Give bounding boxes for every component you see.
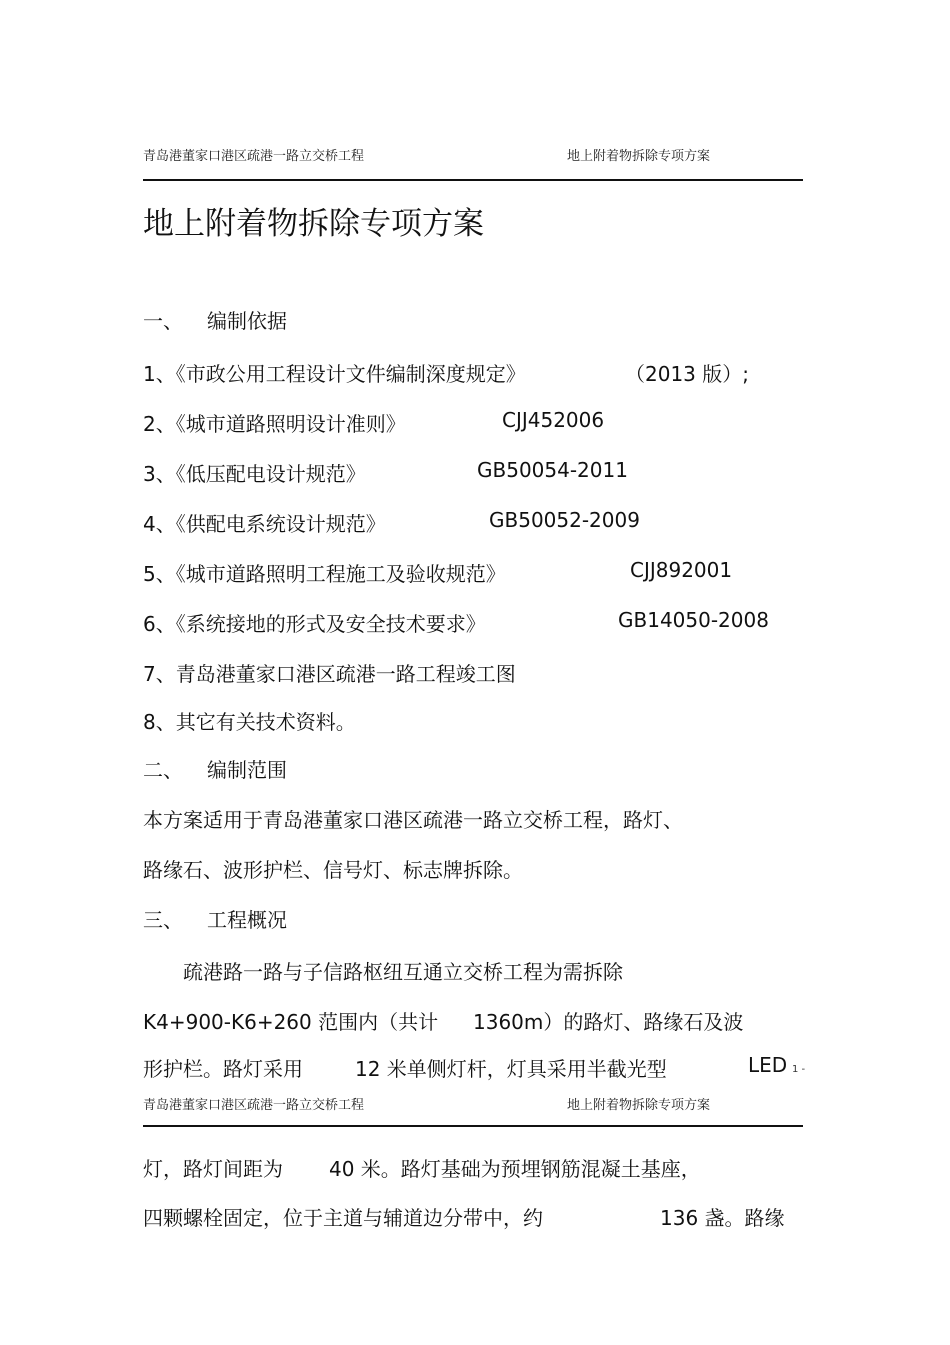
section-1-number: 一、 <box>143 309 183 333</box>
reference-item: 2、《城市道路照明设计准则》 <box>143 412 406 436</box>
reference-item: 1、《市政公用工程设计文件编制深度规定》 <box>143 362 526 386</box>
page-header-left: 青岛港董家口港区疏港一路立交桥工程 <box>143 1098 365 1113</box>
scope-text-line-2: 路缘石、波形护栏、信号灯、标志牌拆除。 <box>143 858 523 882</box>
reference-item: 7、青岛港董家口港区疏港一路工程竣工图 <box>143 662 516 686</box>
page-number: 1 - <box>792 1064 806 1075</box>
overview-line-3a: 形护栏。路灯采用 <box>143 1057 303 1081</box>
header-rule <box>143 1125 803 1127</box>
section-2-title: 编制范围 <box>207 758 287 782</box>
reference-code: （2013 版）; <box>625 362 749 386</box>
reference-item: 8、其它有关技术资料。 <box>143 710 356 734</box>
overview-line-1: 疏港路一路与子信路枢纽互通立交桥工程为需拆除 <box>183 960 623 984</box>
reference-item: 4、《供配电系统设计规范》 <box>143 512 386 536</box>
reference-code: GB50054-2011 <box>477 458 628 482</box>
document-title: 地上附着物拆除专项方案 <box>143 206 484 242</box>
overview-line-3b: 12 米单侧灯杆，灯具采用半截光型 <box>355 1057 667 1081</box>
overview-line-2a: K4+900-K6+260 范围内（共计 <box>143 1010 439 1034</box>
body-line-2a: 四颗螺栓固定，位于主道与辅道边分带中，约 <box>143 1206 543 1230</box>
body-line-2b: 136 盏。路缘 <box>660 1206 785 1230</box>
reference-code: GB50052-2009 <box>489 508 640 532</box>
header-rule <box>143 179 803 181</box>
scope-text-line-1: 本方案适用于青岛港董家口港区疏港一路立交桥工程，路灯、 <box>143 808 683 832</box>
body-line-1b: 40 米。路灯基础为预埋钢筋混凝土基座， <box>329 1157 701 1181</box>
reference-code: CJJ892001 <box>630 558 733 582</box>
section-3-number: 三、 <box>143 908 183 932</box>
page-header-right: 地上附着物拆除专项方案 <box>567 1098 711 1113</box>
page-header-left: 青岛港董家口港区疏港一路立交桥工程 <box>143 149 365 164</box>
reference-code: GB14050-2008 <box>618 608 769 632</box>
reference-item: 5、《城市道路照明工程施工及验收规范》 <box>143 562 506 586</box>
section-3-title: 工程概况 <box>207 908 287 932</box>
reference-code: CJJ452006 <box>502 408 605 432</box>
overview-line-3c: LED <box>748 1053 788 1077</box>
section-2-number: 二、 <box>143 758 183 782</box>
reference-item: 6、《系统接地的形式及安全技术要求》 <box>143 612 486 636</box>
overview-line-2b: 1360m）的路灯、路缘石及波 <box>473 1010 744 1034</box>
body-line-1a: 灯，路灯间距为 <box>143 1157 283 1181</box>
page-header-right: 地上附着物拆除专项方案 <box>567 149 711 164</box>
reference-item: 3、《低压配电设计规范》 <box>143 462 366 486</box>
section-1-title: 编制依据 <box>207 309 287 333</box>
